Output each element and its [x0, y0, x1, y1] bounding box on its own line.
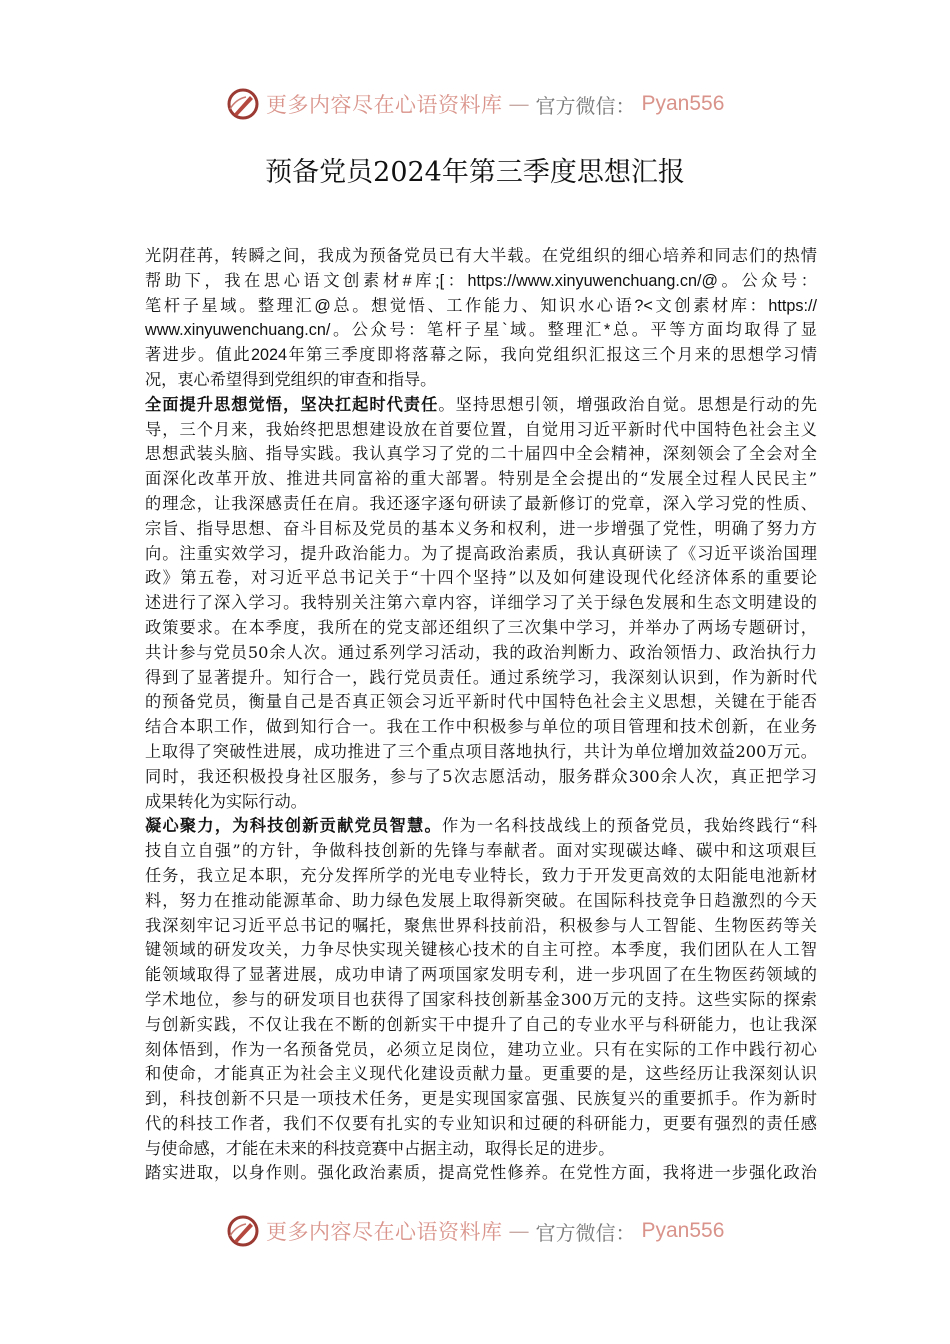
text-line	[145, 1161, 817, 1186]
line-text: 宗旨、指导思想、奋斗目标及党员的基本义务和权利，进一步增强了党性，明确了努力方	[145, 518, 817, 538]
text-line	[145, 269, 817, 294]
line-text: 述进行了深入学习。我特别关注第六章内容，详细学习了关于绿色发展和生态文明建设的	[145, 593, 817, 613]
line-text: www.xinyuwenchuang.cn/。公众号：笔杆子星`域。整理汇*总。平等方面均取得了显	[145, 321, 817, 340]
text-line	[145, 318, 817, 343]
paragraph	[145, 244, 817, 393]
paragraph	[145, 1161, 817, 1186]
text-line	[145, 343, 817, 368]
text-line	[145, 814, 817, 839]
line-text: 上取得了突破性进展，成功推进了三个重点项目落地执行，共计为单位增加效益200万元。	[145, 741, 817, 761]
document-title: 预备党员2024年第三季度思想汇报	[265, 157, 685, 188]
text-line	[145, 368, 817, 393]
text-line	[145, 715, 817, 740]
text-line	[145, 418, 817, 443]
text-line	[145, 740, 817, 765]
text-line	[145, 641, 817, 666]
line-text: 和使命，才能真正为社会主义现代化建设贡献力量。更重要的是，这些经历让我深刻认识	[145, 1064, 817, 1084]
line-text: 键领域的研发攻关，力争尽快实现关键核心技术的自主可控。本季度，我们团队在人工智	[145, 940, 817, 960]
line-text: 向。注重实效学习，提升政治能力。为了提高政治素质，我认真研读了《习近平谈治国理	[145, 543, 817, 563]
line-text: 我深刻牢记习近平总书记的嘱托，聚焦世界科技前沿，积极参与人工智能、生物医药等关	[145, 915, 817, 935]
text-line	[145, 1137, 817, 1162]
banner-wechat-label: 官方微信：	[535, 1220, 636, 1245]
footer-banner	[226, 1211, 726, 1251]
text-line	[145, 839, 817, 864]
text-line	[145, 1062, 817, 1087]
text-line	[145, 889, 817, 914]
document-body	[145, 244, 817, 1186]
banner-wechat-label: 官方微信：	[535, 93, 636, 118]
paragraph-heading: 凝心聚力，为科技创新贡献党员智慧。	[145, 816, 442, 836]
banner-text: 更多内容尽在心语资料库	[266, 93, 503, 117]
paragraph	[145, 814, 817, 1161]
line-text: 成果转化为实际行动。	[145, 791, 307, 811]
text-line	[145, 1038, 817, 1063]
banner-separator: —	[508, 92, 530, 116]
line-text: 与创新实践，不仅让我在不断的创新实干中提升了自己的专业水平与科研能力，也让我深	[145, 1014, 817, 1034]
text-line	[145, 467, 817, 492]
text-line	[145, 938, 817, 963]
text-line	[145, 591, 817, 616]
line-text: 踏实进取，以身作则。强化政治素质，提高党性修养。在党性方面，我将进一步强化政治	[145, 1164, 817, 1183]
text-line	[145, 244, 817, 269]
quill-logo-icon	[226, 1214, 260, 1248]
line-text: 著进步。值此2024年第三季度即将落幕之际，我向党组织汇报这三个月来的思想学习情	[145, 346, 817, 365]
line-text: 结合本职工作，做到知行合一。我在工作中积极参与单位的项目管理和技术创新，在业务	[145, 717, 817, 737]
line-text: 学术地位，参与的研发项目也获得了国家科技创新基金300万元的支持。这些实际的探索	[145, 989, 817, 1009]
line-text: 刻体悟到，作为一名预备党员，必须立足岗位，建功立业。只有在实际的工作中践行初心	[145, 1039, 817, 1059]
text-line	[145, 542, 817, 567]
line-text: 况，衷心希望得到党组织的审查和指导。	[145, 370, 437, 389]
line-text: 能领域取得了显著进展，成功申请了两项国家发明专利，进一步巩固了在生物医药领域的	[145, 965, 817, 985]
text-line	[145, 864, 817, 889]
line-text: 共计参与党员50余人次。通过系列学习活动，我的政治判断力、政治领悟力、政治执行力	[145, 642, 817, 662]
text-line	[145, 566, 817, 591]
paragraph-heading: 全面提升思想觉悟，坚决扛起时代责任	[145, 394, 439, 414]
line-text: 的预备党员，衡量自己是否真正领会习近平新时代中国特色社会主义思想，关键在于能否	[145, 692, 817, 712]
line-text: 到，科技创新不只是一项技术任务，更是实现国家富强、民族复兴的重要抓手。作为新时	[145, 1089, 817, 1109]
line-text: 作为一名科技战线上的预备党员，我始终践行“科	[441, 816, 818, 836]
line-text: 政策要求。在本季度，我所在的党支部还组织了三次集中学习，并举办了两场专题研讨，	[145, 617, 817, 637]
line-text: 。坚持思想引领，增强政治自觉。思想是行动的先	[438, 394, 817, 414]
text-line	[145, 442, 817, 467]
line-text: 代的科技工作者，我们不仅要有扎实的专业知识和过硬的科研能力，更要有强烈的责任感	[145, 1113, 817, 1133]
line-text: 同时，我还积极投身社区服务，参与了5次志愿活动，服务群众300余人次，真正把学习	[145, 766, 817, 786]
text-line	[145, 1087, 817, 1112]
text-line	[145, 393, 817, 418]
line-text: 思想武装头脑、指导实践。我认真学习了党的二十届四中全会精神，深刻领会了全会对全	[145, 444, 817, 464]
quill-logo-icon	[226, 87, 260, 121]
text-line	[145, 294, 817, 319]
line-text: 政》第五卷，对习近平总书记关于“十四个坚持”以及如何建设现代化经济体系的重要论	[145, 568, 817, 588]
text-line	[145, 914, 817, 939]
line-text: 技自立自强”的方针，争做科技创新的先锋与奉献者。面对实现碳达峰、碳中和这项艰巨	[145, 841, 817, 861]
line-text: 帮助下，我在思心语文创素材#库;[：https://www.xinyuwenchuang.cn/@。公众号：	[145, 271, 817, 290]
text-line	[145, 790, 817, 815]
banner-wechat-id: Pyan556	[641, 92, 725, 115]
paragraph	[145, 393, 817, 815]
line-text: 得到了显著提升。知行合一，践行党员责任。通过系统学习，我深刻认识到，作为新时代	[145, 667, 817, 687]
text-line	[145, 690, 817, 715]
line-text: 光阴荏苒，转瞬之间，我成为预备党员已有大半载。在党组织的细心培养和同志们的热情	[145, 247, 817, 265]
line-text: 与使命感，才能在未来的科技竞赛中占据主动，取得长足的进步。	[145, 1138, 615, 1158]
line-text: 导，三个月来，我始终把思想建设放在首要位置，自觉用习近平新时代中国特色社会主义	[145, 419, 817, 439]
header-banner	[226, 84, 726, 124]
text-line	[145, 616, 817, 641]
banner-separator: —	[508, 1219, 530, 1243]
banner-wechat-id: Pyan556	[641, 1219, 725, 1242]
banner-text: 更多内容尽在心语资料库	[266, 1220, 503, 1244]
text-line	[145, 963, 817, 988]
line-text: 面深化改革开放、推进共同富裕的重大部署。特别是全会提出的“发展全过程人民民主”	[145, 469, 817, 489]
text-line	[145, 492, 817, 517]
text-line	[145, 988, 817, 1013]
line-text: 笔杆子星域。整理汇@总。想觉悟、工作能力、知识水心语?<文创素材库：https://	[145, 296, 817, 315]
text-line	[145, 666, 817, 691]
line-text: 的理念，让我深感责任在肩。我还逐字逐句研读了最新修订的党章，深入学习党的性质、	[145, 493, 817, 513]
text-line	[145, 1112, 817, 1137]
line-text: 料，努力在推动能源革命、助力绿色发展上取得新突破。在国际科技竞争日趋激烈的今天	[145, 890, 817, 910]
text-line	[145, 765, 817, 790]
line-text: 任务，我立足本职，充分发挥所学的光电专业特长，致力于开发更高效的太阳能电池新材	[145, 865, 817, 885]
text-line	[145, 1013, 817, 1038]
text-line	[145, 517, 817, 542]
